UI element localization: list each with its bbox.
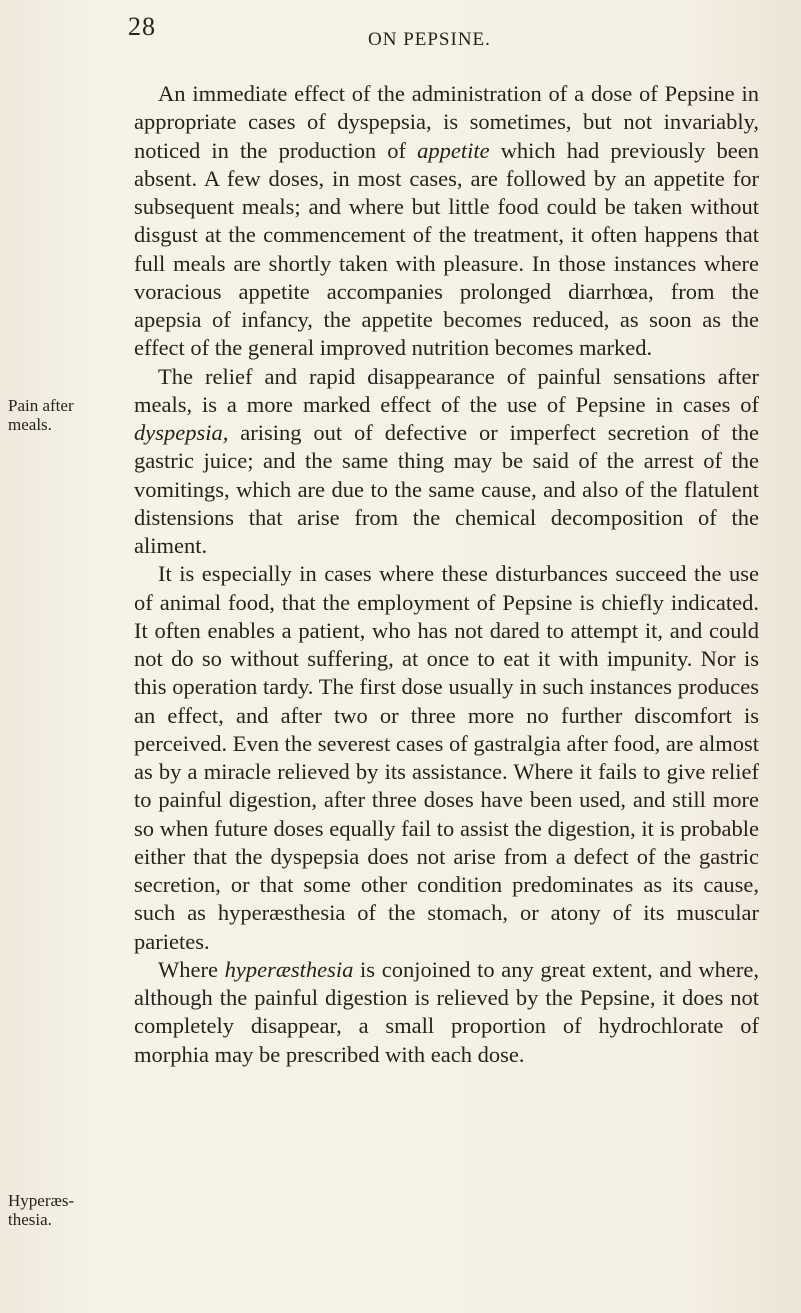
page-number: 28 bbox=[128, 12, 156, 41]
margin-note-line: thesia. bbox=[8, 1210, 52, 1229]
emphasis-dyspepsia: dyspepsia, bbox=[134, 420, 229, 445]
margin-note-line: meals. bbox=[8, 415, 52, 434]
paragraph-text: The relief and rapid disappearance of painful sensations after meals, is a more marked effect of the use of Pepsine in cases of bbox=[134, 363, 759, 417]
paragraph-appetite bbox=[134, 80, 759, 363]
paragraph-text: arising out of defective or imperfect secretion of the gastric juice; and the same thing may be said of the arrest of the vomitings, which are due to the same cause, and also of the flatulent distensions that arise from the chemical decomposition of the aliment. bbox=[134, 420, 760, 558]
paragraph-pain-after-meals bbox=[134, 363, 759, 561]
margin-note-line: Hyperæs- bbox=[8, 1191, 75, 1210]
page-header bbox=[0, 12, 801, 62]
paragraph-hyperaesthesia bbox=[134, 956, 759, 1069]
margin-note-pain-after-meals bbox=[8, 396, 110, 434]
emphasis-appetite: appetite bbox=[417, 137, 490, 163]
margin-note-line: Pain after bbox=[8, 396, 74, 415]
running-head: ON PEPSINE. bbox=[368, 29, 491, 50]
emphasis-hyperaesthesia: hyperæsthesia bbox=[224, 956, 354, 982]
paragraph-animal-food bbox=[134, 560, 759, 956]
paragraph-text: Where bbox=[158, 956, 218, 982]
paragraph-text: It is especially in cases where these disturbances succeed the use of animal food, that the employment of Pepsine is chiefly indicated. It often enables a patient, who has not dared to attempt it, and could not do so without suffering, at once to eat it with impunity. Nor is this operation tardy. The first dose usually in such instances produces an effect, and after two or three more no further discomfort is perceived. Even the severest cases of gastralgia after food, are almost as by a miracle relieved by its assistance. Where it fails to give relief to painful digestion, after three doses have been used, and still more so when future doses equally fail to assist the digestion, it is probable either that the dyspepsia does not arise from a defect of the gastric secretion, or that some other condition predominates as its cause, such as hyperæsthesia of the stomach, or atony of its muscular parietes. bbox=[134, 561, 759, 954]
paragraph-text: which had previously been absent. A few doses, in most cases, are followed by an appetite for subsequent meals; and where but little food could be taken without disgust at the commencement of the treatment, it often happens that full meals are shortly taken with pleasure. In those instances where voracious appetite accompanies prolonged diarrhœa, from the apepsia of infancy, the appetite becomes reduced, as soon as the effect of the general improved nutrition becomes marked. bbox=[134, 137, 759, 361]
paragraph-text: An immediate effect of the administration of a dose of Pepsine in appropriate cases of dyspepsia, is sometimes, but not invariably, noticed in the production of bbox=[134, 81, 759, 163]
paragraph-text: is conjoined to any great extent, and where, although the painful digestion is relieved by the Pepsine, it does not completely disappear, a small proportion of hydrochlorate of morphia may be prescribed with each dose. bbox=[134, 956, 760, 1067]
body-text bbox=[134, 80, 759, 1069]
margin-note-hyperaesthesia bbox=[8, 1191, 110, 1229]
